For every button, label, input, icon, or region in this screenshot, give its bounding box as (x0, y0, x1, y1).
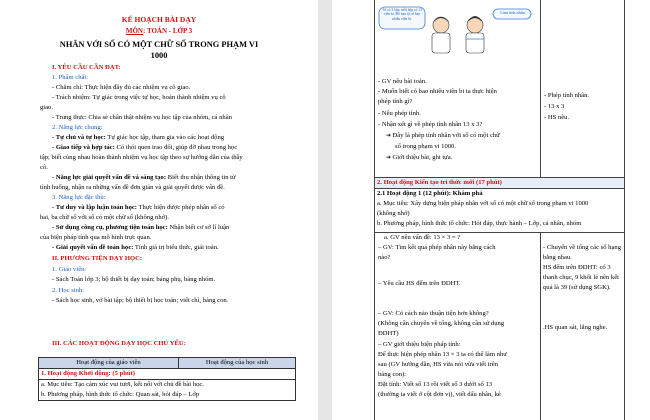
text-line: - HS nêu. (544, 114, 570, 121)
text-line: - GV nêu bài toán. (378, 78, 427, 85)
section-heading: III. CÁC HOẠT ĐỘNG DẠY HỌC CHỦ YẾU: (52, 340, 186, 347)
text-line: - Giao tiếp và hợp tác: Có thói quen trao đổi, giúp đỡ nhau trong học (52, 144, 238, 151)
text-line: .HS quan sát, lắng nghe. (543, 324, 608, 331)
row-divider (374, 188, 624, 189)
column-divider (540, 232, 541, 420)
text-line: (Không cần chuyển về tổng, không cần sử dụng (378, 320, 505, 327)
lesson-title-line2: 1000 (150, 51, 168, 60)
text-line: - Muốn biết có bao nhiêu viên bi ta thực hiện (378, 88, 497, 95)
child-left-head (433, 17, 449, 33)
text-line: bằng nhau. (543, 254, 572, 261)
text-line: nào? (378, 254, 391, 261)
child-right-body (466, 33, 484, 53)
text-line: – GV giới thiệu biện pháp tính: (378, 341, 461, 348)
subsection-heading: 2. Năng lực chung: (52, 124, 103, 131)
arrow-right-icon: ➔ (386, 133, 393, 139)
subsection-heading: 3. Năng lực đặc thù: (52, 194, 106, 201)
text-line: bảng con): (378, 371, 407, 378)
text-line: - Trung thực: Chia sẻ chân thật nhiệm vụ học tập của nhóm, cá nhân (52, 114, 232, 121)
text-line: thanh chục, 9 khối lẻ nên kết (543, 274, 619, 281)
text-line: giao. (40, 104, 54, 111)
table-header-teacher: Hoạt động của giáo viên (39, 358, 179, 369)
text-line: hai, ba chữ số với số có một chữ số (không nhớ). (40, 214, 169, 221)
table-border-right (624, 0, 625, 420)
text-line: số trong phạm vi 1000. (395, 143, 456, 150)
text-line: (thường ta viết ở cột đơn vị), viết dấu nhân, kẻ (378, 391, 501, 398)
text-line: - Nhận xét gì về phép tính nhân 13 x 3? (378, 121, 483, 128)
document-page-right (332, 0, 650, 420)
text-line: HS đếm trên ĐDHT: có 3 (543, 264, 611, 271)
text-line: phép tính gì? (378, 98, 413, 105)
text-line: - Chăm chỉ: Thực hiện đầy đủ các nhiệm vụ cô giao. (52, 84, 191, 91)
speech-bubble-right-text: Làm tính nhân. (500, 10, 526, 15)
text-line: của biện pháp tính qua mô hình trực quan. (40, 234, 152, 241)
text-line: – Yêu cầu HS đếm trên ĐDHT. (378, 280, 461, 287)
activity-heading: 2. Hoạt động Kiến tạo tri thức mới (17 phút) (377, 179, 502, 186)
document-page-left (0, 0, 318, 420)
table-row: 1. Hoạt động Khởi động: (5 phút) (39, 369, 296, 380)
text-line: Để thực hiện phép nhân 13 × 3 ta có thể làm như (378, 351, 507, 358)
text-line: – GV: Tìm kết quả phép nhân này bằng cách (378, 244, 496, 251)
text-line: - Chuyển về tổng các số hạng (543, 244, 622, 251)
section-heading: I. YÊU CẦU CẦN ĐẠT: (52, 64, 121, 71)
text-line: cô. (40, 164, 48, 171)
row-divider (374, 177, 624, 178)
text-line: - Sử dụng công cụ, phương tiện toán học: Nhận biết cơ sở lí luận (52, 224, 230, 231)
activities-table (38, 357, 296, 401)
text-line: b. Phương pháp, hình thức tổ chức: Hỏi đáp, thực hành – Lớp, cá nhân, nhóm (377, 220, 582, 227)
text-line: Đặt tính: Viết số 13 rồi viết số 3 dưới số 13 (378, 381, 493, 388)
text-line: quả là 39 (sử dụng SGK). (543, 284, 611, 291)
subsection-heading: 2. Học sinh: (52, 287, 85, 294)
text-line: - Sách Toán lớp 3; bộ thiết bị dạy toán; bảng phụ, bảng nhóm. (52, 276, 216, 283)
arrow-right-icon: ➔ (386, 155, 393, 161)
row-divider (374, 232, 624, 233)
text-line: - Phép tính nhân. (544, 92, 590, 99)
text-line: - Giải quyết vấn đề toán học: Tính giá trị biểu thức, giải toán. (52, 244, 219, 251)
text-line: - Năng lực giải quyết vấn đề và sáng tạo: Biết thu nhận thông tin từ (52, 174, 236, 181)
text-line: - Sách học sinh, vở bài tập; bộ thiết bị học toán; viết chì, bảng con. (52, 297, 229, 304)
text-line: - Trách nhiệm: Tự giác trong việc tự học, hoàn thành nhiệm vụ cô (52, 94, 226, 101)
text-line: - 13 x 3 (544, 103, 565, 110)
child-right-head (467, 17, 483, 33)
text-line: a. Mục tiêu: Xây dựng biện pháp nhân với số có một chữ số trong phạm vi 1000 (377, 200, 589, 207)
child-left-body (432, 33, 450, 53)
table-border-left (374, 0, 375, 420)
activity-subheading: 2.1 Hoạt động 1 (12 phút): Khám phá (377, 190, 483, 197)
speech-bubble-left-text: Tớ có 3 hộp, mỗi hộp có 13 viên bi. Đố bạn tớ có bao nhiêu viên bi. (382, 8, 422, 21)
text-line: sau (GV hướng dẫn, HS vừa nói vừa viết trên (378, 361, 498, 368)
section-heading: II. PHƯƠNG TIỆN DẠY HỌC: (52, 255, 143, 262)
text-line: - Nêu phép tính. (378, 110, 421, 117)
text-line: (không nhớ) (377, 210, 410, 217)
table-row: a. Mục tiêu: Tạo cảm xúc vui tươi, kết nối với chủ đề bài học. (39, 380, 296, 391)
text-line: ĐDHT) (378, 330, 399, 337)
text-line: a. GV nêu vấn đề: 13 × 3 = ? (384, 234, 461, 241)
text-line: ➔ Đây là phép tính nhân với số có một chữ (386, 132, 500, 139)
subsection-heading: 1. Phẩm chất: (52, 74, 89, 81)
text-line: ➔ Giới thiệu bài, ghi tựa. (386, 154, 453, 161)
subject-line: MÔN: TOÁN - LỚP 3 (125, 27, 193, 35)
column-divider (540, 0, 541, 177)
plan-title: KẾ HOẠCH BÀI DẠY (121, 15, 197, 24)
subsection-heading: 1. Giáo viên: (52, 266, 87, 273)
text-line: tập; biết cùng nhau hoàn thành nhiệm vụ học tập theo sự hướng dẫn của thầy (40, 154, 243, 161)
table-header-student: Hoạt động của học sinh (179, 358, 296, 369)
table-row: b. Phương pháp, hình thức tổ chức: Quan sát, hỏi đáp – Lớp (39, 390, 296, 401)
text-line: tình huống, nhận ra những vấn đề đơn giản và giải quyết được vấn đề. (40, 184, 225, 191)
text-line: - Tư duy và lập luận toán học: Thực hiện được phép nhân số có (52, 204, 225, 211)
text-line: - Tự chủ và tự học: Tự giác học tập, tham gia vào các hoạt động (52, 134, 225, 141)
text-line: – GV: Có cách nào thuận tiện hơn không? (378, 310, 489, 317)
lesson-title-line1: NHÂN VỚI SỐ CÓ MỘT CHỮ SỐ TRONG PHẠM VI (59, 40, 259, 49)
